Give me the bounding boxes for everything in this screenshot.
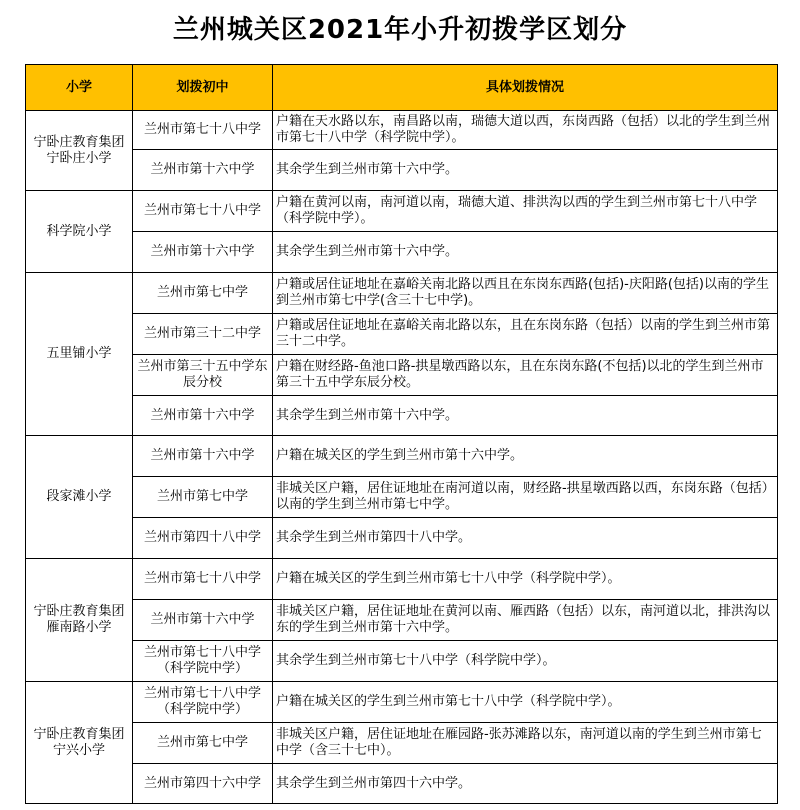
table-row bbox=[26, 355, 778, 396]
table-row bbox=[26, 191, 778, 232]
table-row bbox=[26, 232, 778, 273]
primary-school-cell: 段家滩小学 bbox=[26, 436, 133, 559]
middle-school-cell: 兰州市第七中学 bbox=[133, 273, 273, 314]
middle-school-cell: 兰州市第三十五中学东辰分校 bbox=[133, 355, 273, 396]
middle-school-cell: 兰州市第七中学 bbox=[133, 477, 273, 518]
allocation-detail-cell: 非城关区户籍，居住证地址在雁园路-张苏滩路以东，南河道以南的学生到兰州市第七中学（含三十七中）。 bbox=[273, 723, 778, 764]
middle-school-cell: 兰州市第七十八中学 bbox=[133, 111, 273, 150]
allocation-detail-cell: 户籍在城关区的学生到兰州市第十六中学。 bbox=[273, 436, 778, 477]
middle-school-cell: 兰州市第七十八中学 bbox=[133, 559, 273, 600]
primary-school-cell: 宁卧庄教育集团宁兴小学 bbox=[26, 682, 133, 804]
primary-school-cell: 五里铺小学 bbox=[26, 273, 133, 436]
table-row bbox=[26, 600, 778, 641]
table-row bbox=[26, 723, 778, 764]
allocation-detail-cell: 户籍或居住证地址在嘉峪关南北路以西且在东岗东西路(包括)-庆阳路(包括)以南的学生到兰州市第七中学(含三十七中学)。 bbox=[273, 273, 778, 314]
table-row bbox=[26, 436, 778, 477]
table-row bbox=[26, 314, 778, 355]
table-row bbox=[26, 682, 778, 723]
allocation-detail-cell: 户籍在城关区的学生到兰州市第七十八中学（科学院中学）。 bbox=[273, 682, 778, 723]
allocation-table bbox=[25, 64, 778, 804]
middle-school-cell: 兰州市第四十八中学 bbox=[133, 518, 273, 559]
table-row bbox=[26, 764, 778, 804]
allocation-detail-cell: 其余学生到兰州市第十六中学。 bbox=[273, 396, 778, 436]
header-middle-school: 划拨初中 bbox=[133, 65, 273, 111]
table-row bbox=[26, 273, 778, 314]
table-header-row bbox=[26, 65, 778, 111]
allocation-detail-cell: 户籍在城关区的学生到兰州市第七十八中学（科学院中学）。 bbox=[273, 559, 778, 600]
primary-school-cell: 宁卧庄教育集团雁南路小学 bbox=[26, 559, 133, 682]
table-row bbox=[26, 641, 778, 682]
middle-school-cell: 兰州市第四十六中学 bbox=[133, 764, 273, 804]
middle-school-cell: 兰州市第十六中学 bbox=[133, 396, 273, 436]
allocation-detail-cell: 其余学生到兰州市第十六中学。 bbox=[273, 232, 778, 273]
page-title: 兰州城关区2021年小升初拨学区划分 bbox=[172, 15, 628, 45]
middle-school-cell: 兰州市第七十八中学（科学院中学） bbox=[133, 641, 273, 682]
middle-school-cell: 兰州市第十六中学 bbox=[133, 436, 273, 477]
middle-school-cell: 兰州市第十六中学 bbox=[133, 232, 273, 273]
middle-school-cell: 兰州市第十六中学 bbox=[133, 600, 273, 641]
allocation-detail-cell: 户籍在天水路以东，南昌路以南，瑞德大道以西，东岗西路（包括）以北的学生到兰州市第七十八中学（科学院中学）。 bbox=[273, 111, 778, 150]
primary-school-cell: 宁卧庄教育集团宁卧庄小学 bbox=[26, 111, 133, 191]
middle-school-cell: 兰州市第七十八中学（科学院中学） bbox=[133, 682, 273, 723]
allocation-detail-cell: 户籍在财经路-鱼池口路-拱星墩西路以东，且在东岗东路(不包括)以北的学生到兰州市第三十五中学东辰分校。 bbox=[273, 355, 778, 396]
allocation-detail-cell: 其余学生到兰州市第四十八中学。 bbox=[273, 518, 778, 559]
middle-school-cell: 兰州市第七中学 bbox=[133, 723, 273, 764]
table-row bbox=[26, 150, 778, 191]
table-row bbox=[26, 396, 778, 436]
middle-school-cell: 兰州市第十六中学 bbox=[133, 150, 273, 191]
allocation-detail-cell: 非城关区户籍，居住证地址在黄河以南、雁西路（包括）以东，南河道以北，排洪沟以东的学生到兰州市第十六中学。 bbox=[273, 600, 778, 641]
table-row bbox=[26, 111, 778, 150]
allocation-detail-cell: 其余学生到兰州市第七十八中学（科学院中学）。 bbox=[273, 641, 778, 682]
table-row bbox=[26, 518, 778, 559]
header-primary-school: 小学 bbox=[26, 65, 133, 111]
allocation-detail-cell: 非城关区户籍，居住证地址在南河道以南，财经路-拱星墩西路以西，东岗东路（包括）以南的学生到兰州市第七中学。 bbox=[273, 477, 778, 518]
middle-school-cell: 兰州市第三十二中学 bbox=[133, 314, 273, 355]
table-row bbox=[26, 559, 778, 600]
header-allocation-details: 具体划拨情况 bbox=[273, 65, 778, 111]
middle-school-cell: 兰州市第七十八中学 bbox=[133, 191, 273, 232]
allocation-detail-cell: 其余学生到兰州市第十六中学。 bbox=[273, 150, 778, 191]
table-row bbox=[26, 477, 778, 518]
allocation-detail-cell: 其余学生到兰州市第四十六中学。 bbox=[273, 764, 778, 804]
allocation-detail-cell: 户籍或居住证地址在嘉峪关南北路以东，且在东岗东路（包括）以南的学生到兰州市第三十二中学。 bbox=[273, 314, 778, 355]
primary-school-cell: 科学院小学 bbox=[26, 191, 133, 273]
allocation-detail-cell: 户籍在黄河以南，南河道以南，瑞德大道、排洪沟以西的学生到兰州市第七十八中学（科学院中学）。 bbox=[273, 191, 778, 232]
